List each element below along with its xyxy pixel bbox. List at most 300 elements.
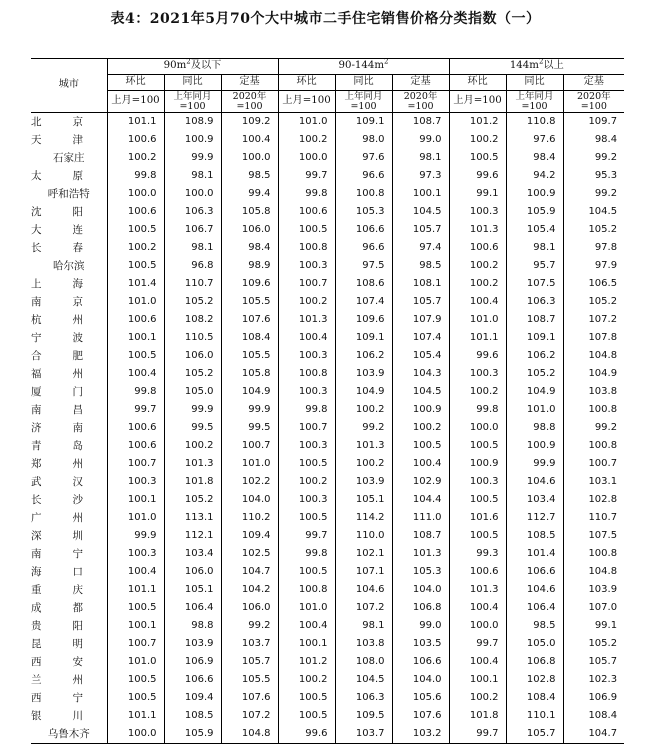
- index-value: 100.0: [278, 149, 335, 167]
- index-value: 100.2: [392, 419, 449, 437]
- index-value: 96.6: [335, 239, 392, 257]
- index-value: 104.9: [563, 365, 624, 383]
- index-value: 100.3: [449, 473, 506, 491]
- index-value: 102.9: [392, 473, 449, 491]
- index-value: 101.3: [278, 311, 335, 329]
- index-value: 100.5: [107, 221, 164, 239]
- table-row: [31, 599, 624, 617]
- sub-header-base: 定基: [221, 75, 278, 91]
- city-name: 呼和浩特: [47, 187, 90, 200]
- table-row: [31, 311, 624, 329]
- index-value: 99.2: [563, 185, 624, 203]
- table-row: [31, 671, 624, 689]
- index-value: 106.3: [164, 203, 221, 221]
- index-value: 101.1: [107, 113, 164, 132]
- index-value: 99.2: [563, 419, 624, 437]
- index-value: 105.8: [221, 365, 278, 383]
- index-value: 100.0: [107, 185, 164, 203]
- index-value: 105.1: [164, 581, 221, 599]
- index-value: 100.4: [107, 365, 164, 383]
- index-value: 105.1: [335, 491, 392, 509]
- index-value: 100.9: [164, 131, 221, 149]
- index-value: 100.7: [278, 275, 335, 293]
- index-value: 107.5: [563, 527, 624, 545]
- index-value: 99.7: [107, 401, 164, 419]
- index-value: 106.0: [221, 599, 278, 617]
- table-row: [31, 185, 624, 203]
- index-value: 104.5: [392, 203, 449, 221]
- index-value: 104.5: [335, 671, 392, 689]
- index-value: 105.5: [221, 671, 278, 689]
- index-value: 104.8: [221, 725, 278, 744]
- city-name: 武 汉: [31, 475, 83, 488]
- table-row: [31, 419, 624, 437]
- index-value: 100.2: [335, 455, 392, 473]
- index-value: 105.7: [392, 221, 449, 239]
- index-value: 98.1: [392, 149, 449, 167]
- index-value: 107.4: [392, 329, 449, 347]
- index-value: 106.8: [506, 653, 563, 671]
- index-value: 100.2: [449, 257, 506, 275]
- index-value: 108.1: [392, 275, 449, 293]
- index-value: 100.0: [107, 725, 164, 744]
- sub-header-yoy: 同比: [164, 75, 221, 91]
- index-value: 102.8: [563, 491, 624, 509]
- index-value: 107.2: [563, 311, 624, 329]
- table-row: [31, 257, 624, 275]
- index-value: 99.9: [164, 149, 221, 167]
- table-row: [31, 527, 624, 545]
- table-row: [31, 491, 624, 509]
- index-value: 106.3: [335, 689, 392, 707]
- table-row: [31, 437, 624, 455]
- index-value: 99.8: [449, 401, 506, 419]
- index-value: 110.7: [563, 509, 624, 527]
- index-value: 108.5: [164, 707, 221, 725]
- index-value: 107.8: [563, 329, 624, 347]
- index-value: 106.6: [335, 221, 392, 239]
- index-value: 95.7: [506, 257, 563, 275]
- city-name: 成 都: [31, 601, 83, 614]
- city-name: 海 口: [31, 565, 83, 578]
- index-value: 100.2: [107, 149, 164, 167]
- index-value: 97.5: [335, 257, 392, 275]
- index-value: 100.5: [107, 689, 164, 707]
- base-header-mom: 上月=100: [278, 91, 335, 113]
- index-value: 100.4: [278, 329, 335, 347]
- index-value: 108.0: [335, 653, 392, 671]
- index-value: 100.8: [563, 401, 624, 419]
- table-row: [31, 203, 624, 221]
- index-value: 98.4: [563, 131, 624, 149]
- index-value: 99.8: [278, 545, 335, 563]
- index-value: 100.4: [449, 599, 506, 617]
- index-value: 100.8: [563, 545, 624, 563]
- index-value: 104.9: [335, 383, 392, 401]
- index-value: 106.0: [221, 221, 278, 239]
- index-value: 98.0: [335, 131, 392, 149]
- index-value: 100.6: [278, 203, 335, 221]
- index-value: 105.2: [563, 635, 624, 653]
- index-value: 105.0: [164, 383, 221, 401]
- table-row: [31, 725, 624, 744]
- index-value: 99.9: [107, 527, 164, 545]
- index-value: 101.3: [449, 581, 506, 599]
- index-value: 108.7: [392, 527, 449, 545]
- index-value: 105.4: [506, 221, 563, 239]
- index-value: 109.6: [221, 275, 278, 293]
- index-value: 100.3: [278, 437, 335, 455]
- table-row: [31, 275, 624, 293]
- city-name: 宁 波: [31, 331, 83, 344]
- index-value: 106.9: [563, 689, 624, 707]
- index-value: 100.7: [107, 455, 164, 473]
- index-value: 105.0: [506, 635, 563, 653]
- index-value: 99.8: [278, 401, 335, 419]
- index-value: 101.6: [449, 509, 506, 527]
- city-name: 大 连: [31, 223, 83, 236]
- index-value: 101.3: [164, 455, 221, 473]
- city-name: 西 宁: [31, 691, 83, 704]
- index-value: 99.7: [449, 725, 506, 744]
- index-value: 100.6: [107, 203, 164, 221]
- index-value: 98.9: [221, 257, 278, 275]
- index-value: 100.2: [449, 383, 506, 401]
- index-value: 103.2: [392, 725, 449, 744]
- index-value: 100.4: [221, 131, 278, 149]
- index-value: 100.5: [107, 671, 164, 689]
- index-value: 103.4: [164, 545, 221, 563]
- index-value: 105.7: [221, 653, 278, 671]
- table-row: [31, 455, 624, 473]
- city-name: 天 津: [31, 133, 83, 146]
- index-value: 99.0: [392, 131, 449, 149]
- index-value: 100.5: [107, 347, 164, 365]
- sub-header-yoy: 同比: [506, 75, 563, 91]
- index-value: 108.2: [164, 311, 221, 329]
- index-value: 105.6: [392, 689, 449, 707]
- index-value: 106.9: [164, 653, 221, 671]
- index-value: 101.1: [449, 329, 506, 347]
- table-row: [31, 653, 624, 671]
- base-header-base: 2020年 =100: [392, 91, 449, 113]
- index-value: 107.4: [335, 293, 392, 311]
- index-value: 109.2: [221, 113, 278, 132]
- index-value: 101.1: [107, 581, 164, 599]
- index-value: 101.0: [107, 509, 164, 527]
- index-value: 100.3: [449, 365, 506, 383]
- index-value: 100.5: [278, 707, 335, 725]
- index-value: 101.0: [107, 293, 164, 311]
- city-name: 西 安: [31, 655, 83, 668]
- index-value: 105.5: [221, 293, 278, 311]
- city-column-header: 城市: [31, 59, 107, 113]
- index-value: 103.4: [506, 491, 563, 509]
- index-value: 100.8: [563, 437, 624, 455]
- index-value: 109.4: [221, 527, 278, 545]
- index-value: 98.1: [506, 239, 563, 257]
- index-value: 101.3: [449, 221, 506, 239]
- table-row: [31, 167, 624, 185]
- city-name: 乌鲁木齐: [31, 725, 107, 744]
- index-value: 105.9: [506, 203, 563, 221]
- index-value: 99.0: [392, 617, 449, 635]
- index-value: 99.5: [221, 419, 278, 437]
- index-value: 100.1: [392, 185, 449, 203]
- index-value: 100.0: [164, 185, 221, 203]
- index-value: 101.4: [506, 545, 563, 563]
- index-value: 97.8: [563, 239, 624, 257]
- index-value: 100.3: [107, 545, 164, 563]
- index-value: 107.6: [221, 311, 278, 329]
- index-value: 100.2: [449, 689, 506, 707]
- index-value: 98.5: [392, 257, 449, 275]
- index-value: 102.2: [221, 473, 278, 491]
- index-value: 99.3: [449, 545, 506, 563]
- index-value: 100.6: [107, 131, 164, 149]
- index-value: 106.6: [506, 563, 563, 581]
- index-value: 98.8: [164, 617, 221, 635]
- index-value: 103.9: [563, 581, 624, 599]
- index-value: 108.5: [506, 527, 563, 545]
- index-value: 100.5: [392, 437, 449, 455]
- index-value: 106.0: [164, 563, 221, 581]
- index-value: 100.5: [278, 563, 335, 581]
- table-row: [31, 617, 624, 635]
- index-value: 103.7: [335, 725, 392, 744]
- index-value: 100.4: [278, 617, 335, 635]
- index-value: 110.1: [506, 707, 563, 725]
- index-value: 106.6: [164, 671, 221, 689]
- index-value: 98.5: [221, 167, 278, 185]
- index-value: 109.1: [335, 113, 392, 132]
- index-value: 108.4: [506, 689, 563, 707]
- city-name: 广 州: [31, 511, 83, 524]
- city-name: 南 昌: [31, 403, 83, 416]
- index-value: 101.3: [392, 545, 449, 563]
- index-value: 99.2: [335, 419, 392, 437]
- city-name: 石家庄: [53, 151, 85, 164]
- index-value: 99.4: [221, 185, 278, 203]
- index-value: 98.4: [506, 149, 563, 167]
- index-value: 105.2: [164, 491, 221, 509]
- table-row: [31, 329, 624, 347]
- index-value: 112.7: [506, 509, 563, 527]
- index-value: 104.2: [221, 581, 278, 599]
- index-value: 102.5: [221, 545, 278, 563]
- index-value: 108.7: [506, 311, 563, 329]
- index-value: 104.6: [506, 581, 563, 599]
- index-value: 99.6: [449, 347, 506, 365]
- table-row: [31, 293, 624, 311]
- index-value: 105.2: [563, 221, 624, 239]
- table-row: [31, 563, 624, 581]
- city-name: 兰 州: [31, 673, 83, 686]
- index-value: 100.7: [107, 635, 164, 653]
- city-name: 深 圳: [31, 529, 83, 542]
- index-value: 103.9: [164, 635, 221, 653]
- index-value: 104.0: [392, 671, 449, 689]
- index-value: 104.5: [563, 203, 624, 221]
- city-name: 南 京: [31, 295, 83, 308]
- index-value: 107.5: [506, 275, 563, 293]
- index-value: 100.5: [449, 527, 506, 545]
- index-value: 101.2: [449, 113, 506, 132]
- index-value: 100.6: [107, 311, 164, 329]
- index-value: 104.3: [392, 365, 449, 383]
- index-value: 99.1: [563, 617, 624, 635]
- index-value: 104.6: [335, 581, 392, 599]
- index-value: 100.5: [449, 491, 506, 509]
- index-value: 100.8: [278, 365, 335, 383]
- base-header-yoy: 上年同月 =100: [506, 91, 563, 113]
- index-value: 105.2: [164, 365, 221, 383]
- city-name: 青 岛: [31, 439, 83, 452]
- group-header-medium: $90-144m^2$: [278, 59, 449, 75]
- index-value: 108.9: [164, 113, 221, 132]
- index-value: 107.9: [392, 311, 449, 329]
- index-value: 98.4: [221, 239, 278, 257]
- base-header-base: 2020年 =100: [221, 91, 278, 113]
- index-value: 106.4: [506, 599, 563, 617]
- index-value: 105.7: [563, 653, 624, 671]
- index-value: 100.4: [449, 653, 506, 671]
- index-value: 101.3: [335, 437, 392, 455]
- table-row: [31, 581, 624, 599]
- index-value: 104.8: [563, 563, 624, 581]
- index-value: 100.0: [449, 419, 506, 437]
- index-value: 112.1: [164, 527, 221, 545]
- index-value: 101.8: [449, 707, 506, 725]
- index-value: 108.7: [392, 113, 449, 132]
- index-value: 98.5: [506, 617, 563, 635]
- index-value: 105.7: [506, 725, 563, 744]
- index-value: 98.1: [335, 617, 392, 635]
- index-value: 96.6: [335, 167, 392, 185]
- index-value: 100.6: [449, 239, 506, 257]
- index-value: 100.6: [449, 563, 506, 581]
- table-row: [31, 707, 624, 725]
- index-value: 100.5: [107, 257, 164, 275]
- city-name: 杭 州: [31, 313, 83, 326]
- city-name: 上 海: [31, 277, 83, 290]
- index-value: 100.1: [449, 671, 506, 689]
- index-value: 100.2: [278, 293, 335, 311]
- index-value: 104.8: [563, 347, 624, 365]
- table-row: [31, 365, 624, 383]
- index-value: 106.7: [164, 221, 221, 239]
- index-value: 104.0: [221, 491, 278, 509]
- index-value: 103.5: [392, 635, 449, 653]
- index-value: 106.4: [164, 599, 221, 617]
- table-row: [31, 239, 624, 257]
- index-value: 105.8: [221, 203, 278, 221]
- index-value: 100.4: [107, 563, 164, 581]
- index-value: 99.9: [164, 401, 221, 419]
- index-value: 106.2: [506, 347, 563, 365]
- index-value: 101.0: [449, 311, 506, 329]
- index-value: 100.7: [221, 437, 278, 455]
- index-value: 100.2: [278, 131, 335, 149]
- city-name: 沈 阳: [31, 205, 83, 218]
- index-value: 103.8: [563, 383, 624, 401]
- index-value: 106.5: [563, 275, 624, 293]
- index-value: 100.2: [164, 437, 221, 455]
- index-value: 114.2: [335, 509, 392, 527]
- index-value: 105.2: [506, 365, 563, 383]
- group-header-small: $90m^2$及以下: [107, 59, 278, 75]
- index-value: 101.0: [278, 113, 335, 132]
- index-value: 107.0: [563, 599, 624, 617]
- index-value: 94.2: [506, 167, 563, 185]
- index-value: 99.5: [164, 419, 221, 437]
- index-value: 100.1: [107, 491, 164, 509]
- index-value: 101.0: [107, 653, 164, 671]
- table-row: [31, 509, 624, 527]
- index-value: 105.9: [164, 725, 221, 744]
- sub-header-mom: 环比: [107, 75, 164, 91]
- index-value: 107.2: [221, 707, 278, 725]
- index-value: 100.9: [392, 401, 449, 419]
- index-value: 103.8: [335, 635, 392, 653]
- index-value: 100.7: [563, 455, 624, 473]
- index-value: 99.7: [449, 635, 506, 653]
- index-value: 99.6: [449, 167, 506, 185]
- sub-header-yoy: 同比: [335, 75, 392, 91]
- sub-header-mom: 环比: [278, 75, 335, 91]
- table-title: 表4：2021年5月70个大中城市二手住宅销售价格分类指数（一）: [110, 11, 541, 27]
- index-value: 107.6: [221, 689, 278, 707]
- index-value: 99.9: [221, 401, 278, 419]
- index-value: 103.1: [563, 473, 624, 491]
- index-value: 99.2: [221, 617, 278, 635]
- index-value: 100.8: [278, 239, 335, 257]
- price-index-table: [31, 58, 624, 744]
- index-value: 99.1: [449, 185, 506, 203]
- group-header-large: $144m^2$以上: [449, 59, 624, 75]
- index-value: 102.8: [506, 671, 563, 689]
- index-value: 96.8: [164, 257, 221, 275]
- index-value: 104.4: [392, 491, 449, 509]
- index-value: 95.3: [563, 167, 624, 185]
- index-value: 110.2: [221, 509, 278, 527]
- index-value: 103.9: [335, 473, 392, 491]
- index-value: 104.7: [221, 563, 278, 581]
- index-value: 103.9: [335, 365, 392, 383]
- index-value: 100.5: [278, 689, 335, 707]
- table-row: [31, 689, 624, 707]
- index-value: 106.3: [506, 293, 563, 311]
- index-value: 109.1: [335, 329, 392, 347]
- index-value: 108.6: [335, 275, 392, 293]
- index-value: 99.7: [278, 167, 335, 185]
- index-value: 102.3: [563, 671, 624, 689]
- index-value: 101.0: [506, 401, 563, 419]
- index-value: 100.4: [449, 293, 506, 311]
- table-row: [31, 131, 624, 149]
- city-name: 厦 门: [31, 385, 83, 398]
- city-name: 太 原: [31, 169, 83, 182]
- index-value: 100.5: [278, 509, 335, 527]
- index-value: 100.1: [278, 635, 335, 653]
- index-value: 97.9: [563, 257, 624, 275]
- index-value: 100.1: [107, 617, 164, 635]
- table-row: [31, 635, 624, 653]
- index-value: 99.8: [107, 167, 164, 185]
- base-header-mom: 上月=100: [449, 91, 506, 113]
- index-value: 105.3: [335, 203, 392, 221]
- index-value: 107.1: [335, 563, 392, 581]
